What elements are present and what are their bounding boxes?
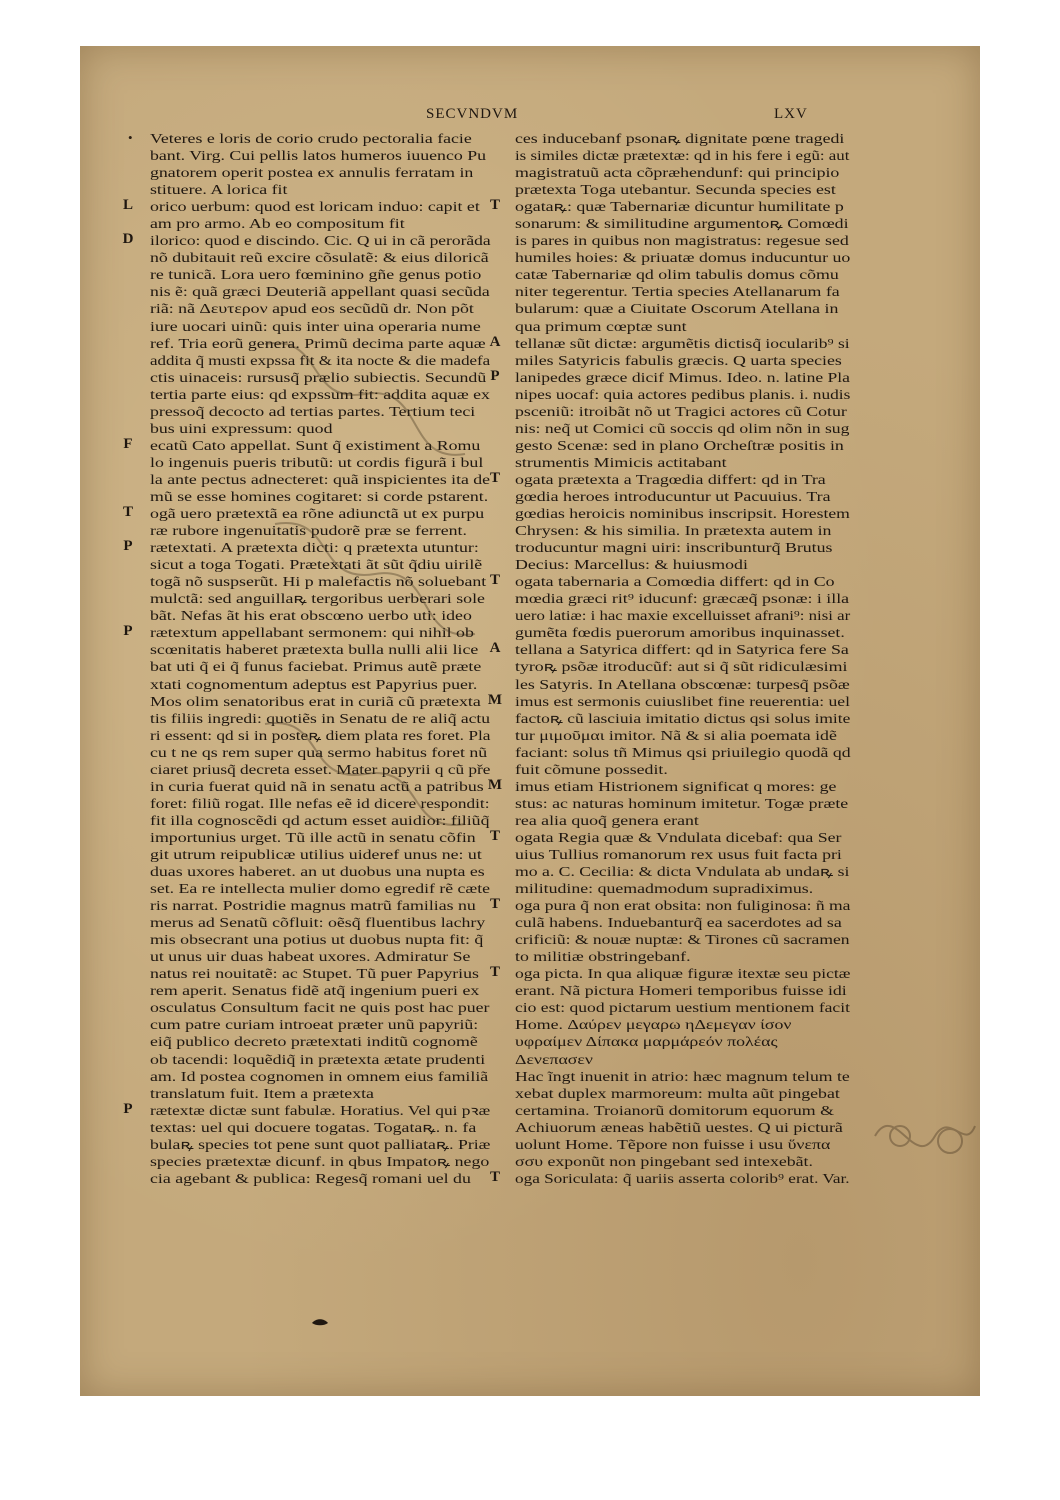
text-line — [150, 266, 490, 283]
text-line — [150, 283, 490, 300]
text-line — [515, 283, 850, 300]
line-text: ogata tabernaria a Comœdia differt: qd in Co — [515, 574, 835, 590]
text-line — [150, 846, 490, 863]
text-line — [515, 676, 850, 693]
line-text: am. Id postea cognomen in omnem eius familiã — [150, 1068, 489, 1084]
page-header — [80, 106, 980, 132]
text-line — [150, 897, 490, 914]
text-line — [515, 710, 850, 727]
line-text: bularum: quæ a Ciuitate Oscorum Atellana in — [515, 301, 839, 317]
line-text: ciaret priusq̃ decreta esset. Mater papyrii q cũ pře — [150, 761, 491, 777]
text-line — [515, 1102, 850, 1119]
text-line — [515, 931, 850, 948]
line-text: is pares in quibus non magistratus: regesue sed — [515, 233, 849, 249]
text-line — [515, 812, 850, 829]
line-text: Achiuorum æneas habẽtiũ uestes. Q ui picturã — [515, 1119, 843, 1135]
text-line — [150, 931, 490, 948]
text-line — [150, 1119, 490, 1136]
line-text: xtati cognomentum adeptus est Papyrius puer. — [150, 676, 478, 692]
line-text: tur μιμοῦμαι imitor. Nã & si alia poemata idẽ — [515, 727, 837, 743]
line-text: crificiũ: & nouæ nuptæ: & Tirones cũ sacramen — [515, 932, 850, 948]
line-text: les Satyris. In Atellana obscœnæ: turpesq̃ psõæ — [515, 676, 850, 692]
text-line — [489, 333, 850, 352]
line-text: re tunicã. Lora uero fœminino gñe genus potio — [150, 267, 482, 283]
line-text: nõ dubitauit reũ excire cõsulatẽ: & eius diloricã — [150, 250, 489, 266]
line-text: culã habens. Induebanturq̃ ea sacerdotes ad sa — [515, 915, 842, 931]
line-text: ogataꝶ: quæ Tabernariæ dicuntur humilitate p — [515, 199, 844, 215]
text-line — [515, 181, 850, 198]
text-line — [515, 522, 850, 539]
ink-blot-ornament — [310, 1318, 330, 1328]
text-line — [515, 1033, 850, 1050]
line-text: gœdias heroicis nominibus inscripsit. Horestem — [515, 506, 850, 522]
text-line — [150, 982, 490, 999]
line-text: gnatorem operit postea ex annulis ferratam in — [150, 165, 474, 181]
text-line — [515, 727, 850, 744]
text-line — [515, 232, 850, 249]
text-line — [515, 164, 850, 181]
text-line — [515, 914, 850, 931]
initial-letter: P — [490, 367, 500, 384]
initial-letter: P — [123, 1100, 133, 1117]
line-text: niter tegerentur. Tertia species Atellanarum fa — [515, 284, 840, 300]
text-line — [515, 1085, 850, 1102]
line-text: certamina. Troianorũ domitorum equorum & — [515, 1102, 834, 1118]
initial-letter: A — [489, 640, 501, 657]
line-text: cu t ne qs rem super qua sermo habitus foret nũ — [150, 744, 488, 760]
text-line — [150, 1136, 490, 1153]
initial-letter: D — [122, 231, 134, 248]
line-text: ut unus uir duas habeat uxores. Admiratur Se — [150, 949, 471, 965]
line-text: rætextati. A prætexta dicti: q prætexta utuntur: — [150, 540, 479, 556]
line-text: bant. Virg. Cui pellis latos humeros iuuenco Pu — [150, 148, 487, 164]
line-text: militudine: quemadmodum supradiximus. — [515, 881, 814, 897]
line-text: Home. Δαύρεν μεγαρω ηΔεμεγαν ίσον — [515, 1017, 792, 1033]
line-text: Mos olim senatoribus erat in curiã cũ prætexta — [150, 693, 481, 709]
text-line — [515, 846, 850, 863]
line-text: ilorico: quod e discindo. Cic. Q ui in cã perorãda — [150, 233, 491, 249]
line-text: uius Tullius romanorum rex usus fuit facta pri — [515, 846, 842, 862]
text-line — [150, 1051, 490, 1068]
library-stamp-mark-left — [245, 324, 505, 844]
line-text: ecatũ Cato appellat. Sunt q̃ existiment a Romu — [150, 437, 481, 453]
line-text: cia agebant & publica: Regesq̃ romani uel du — [150, 1170, 471, 1186]
text-line — [515, 795, 850, 812]
line-text: mulctã: sed anguillaꝶ tergoribus uerberari sole — [150, 591, 485, 607]
library-stamp-mark-right — [870, 1096, 980, 1176]
line-text: oga Soriculata: q̃ uariis asserta colorib⁹ erat. Var. — [515, 1170, 850, 1186]
right-text-column — [487, 130, 851, 1187]
text-line — [515, 386, 850, 403]
line-text: set. Ea re intellecta mulier domo egredif rẽ cæte — [150, 881, 491, 897]
text-line — [515, 624, 850, 641]
paragraph-mark: • — [128, 130, 133, 145]
line-text: bus uini expressum: quod — [150, 420, 333, 436]
text-line — [122, 231, 491, 249]
text-line — [150, 880, 490, 897]
line-text: species prætextæ dicunf. in qbus Impatoꝶ nego — [150, 1153, 490, 1169]
line-text: riã: nã Δευτερον apud eos secũdũ dr. Non põt — [150, 301, 474, 317]
line-text: fit illa cognoscẽdi qd actum esset auidior: filiũq̃ — [150, 812, 490, 828]
text-line — [150, 914, 490, 931]
line-text: cio est: quod pictarum uestium mentionem facit — [515, 1000, 850, 1016]
line-text: ogata Regia quæ & Vndulata dicebaf: qua Ser — [515, 829, 842, 845]
initial-letter: M — [487, 776, 503, 793]
text-line — [150, 1170, 490, 1187]
line-text: nipes uocaf: quia actores pedibus planis. i. nudis — [515, 386, 851, 402]
line-text: imus est sermonis cuiuslibet fine reuerentia: uel — [515, 693, 850, 709]
line-text: importunius urget. Tũ ille actũ in senatu cõfin — [150, 829, 476, 845]
line-text: uolunt Home. Tẽpore non fuisse i usu ὕνεπα — [515, 1136, 831, 1152]
line-text: rem aperit. Senatus fidẽ atq̃ ingenium pueri ex — [150, 983, 480, 999]
line-text: factoꝶ cũ lasciuia imitatio dictus qsi solus imite — [515, 710, 851, 726]
line-text: ref. Tria eorũ genera. Primũ decima parte aquæ — [150, 335, 486, 351]
line-text: translatum fuit. Item a prætexta — [150, 1085, 374, 1101]
line-text: fuit cõmune possedit. — [515, 761, 668, 777]
line-text: tertia parte eius: qd expssum fit: addita aquæ ex — [150, 386, 490, 402]
initial-letter: T — [489, 572, 500, 589]
text-line — [489, 197, 850, 215]
text-line — [150, 1068, 490, 1085]
line-text: υφραίμεν Δίπακα μαρμάρεόν πολέας — [515, 1034, 778, 1050]
line-text: ri essent: qd si in posteꝶ diem plata res foret. Pla — [150, 727, 491, 743]
initial-letter: T — [122, 504, 133, 521]
text-line — [487, 691, 850, 710]
text-line — [515, 1051, 850, 1068]
line-text: sonarum: & similitudine argumentoꝶ Comœdi — [515, 216, 849, 232]
line-text: stus: ac naturas hominum imitetur. Togæ præte — [515, 795, 849, 811]
line-text: oga pura q̃ non erat obsita: non fuliginosa: ñ ma — [515, 898, 851, 914]
text-line — [490, 367, 850, 386]
text-line — [489, 896, 851, 914]
text-line — [489, 1168, 850, 1187]
text-line — [489, 827, 850, 846]
line-text: imus etiam Histrionem significat q mores: ge — [515, 778, 837, 794]
initial-letter: T — [489, 197, 500, 214]
line-text: gesto Scenæ: sed in plano Orcheſtræ positis in — [515, 437, 844, 453]
line-text: iure uocari uinũ: quis inter uina operaria nume — [150, 318, 481, 334]
text-line — [515, 556, 850, 573]
text-line — [515, 1016, 850, 1033]
line-text: natus rei nouitatẽ: ac Stupet. Tũ puer Papyrius — [150, 966, 479, 982]
text-line — [515, 266, 850, 283]
line-text: prætexta Toga utebantur. Secunda species est — [515, 182, 836, 198]
line-text: stituere. A lorica fit — [150, 182, 288, 198]
text-line — [515, 880, 850, 897]
line-text: bulaꝶ species tot pene sunt quot palliataꝶ. Priæ — [150, 1136, 491, 1152]
text-line — [150, 147, 490, 164]
line-text: orico uerbum: quod est loricam induo: capit et — [150, 199, 480, 215]
text-line — [150, 181, 490, 198]
line-text: textas: uel qui docuere togatas. Togataꝶ. n. fa — [150, 1119, 477, 1135]
text-line — [489, 640, 850, 658]
line-text: to militiæ obstringebanf. — [515, 949, 691, 965]
line-text: Chrysen: & his similia. In prætexta autem in — [515, 523, 832, 539]
line-text: psceniũ: itroibãt nõ ut Tragici actores cũ Cotur — [515, 403, 847, 419]
text-line — [515, 1153, 850, 1170]
line-text: tyroꝶ psõæ itroducũf: aut si q̃ sũt ridiculæsimi — [515, 659, 848, 675]
line-text: scœnitatis haberet prætexta bulla nulli alii lice — [150, 642, 479, 658]
text-line — [515, 403, 850, 420]
line-text: ræ rubore ingenuitatis pudorẽ præ se ferrent. — [150, 523, 467, 539]
text-line — [150, 300, 490, 317]
line-text: troducuntur magni uiri: inscribunturq̃ Brutus — [515, 540, 833, 556]
text-line — [515, 147, 850, 164]
line-text: mũ se esse homines cogitaret: si corde pstarent. — [150, 488, 489, 504]
text-line — [489, 469, 850, 488]
text-line — [150, 1085, 490, 1102]
line-text: foret: filiũ rogat. Ille nefas eẽ id dicere respondit: — [150, 795, 490, 811]
line-text: merus ad Senatũ cõfluit: oẽsq̃ fluentibus lachry — [150, 915, 486, 931]
line-text: erant. Nã pictura Homeri temporibus fuisse idi — [515, 983, 847, 999]
initial-letter: A — [489, 333, 501, 350]
line-text: is similes dictæ prætextæ: qd in his fere i egũ: aut — [515, 148, 850, 164]
line-text: ctis uinaceis: rursusq̃ prælio subiectis. Secundũ — [150, 369, 487, 385]
line-text: ogata prætexta a Tragœdia differt: qd in Tra — [515, 471, 826, 487]
text-line — [515, 215, 850, 232]
line-text: rea alia quoq̃ genera erant — [515, 812, 699, 828]
line-text: qua primum cœptæ sunt — [515, 318, 687, 334]
line-text: duas uxores haberet. an ut duobus una nupta es — [150, 864, 485, 880]
text-line — [515, 1119, 850, 1136]
line-text: σσυ exponũt non pingebant sed intexebãt. — [515, 1153, 813, 1169]
line-text: eiq̃ publico decreto prætextati inditũ cognomẽ — [150, 1034, 478, 1050]
text-line — [150, 164, 490, 181]
text-line — [515, 590, 850, 607]
line-text: Veteres e loris de corio crudo pectoralia facie — [150, 131, 472, 146]
initial-letter: M — [487, 691, 503, 708]
line-text: mœdia græci rit⁹ iducunf: græcæq̃ psonæ: i illa — [515, 591, 850, 607]
line-text: Decius: Marcellus: & huiusmodi — [515, 557, 748, 573]
line-text: nis ẽ: quã græci Deuteriã appellant quasi secũda — [150, 284, 490, 300]
text-line — [515, 744, 850, 761]
line-text: catæ Tabernariæ qd olim tabulis domus cõmu — [515, 267, 839, 283]
line-text: ces inducebanf psonaꝶ dignitate pœne tragedi — [515, 131, 845, 146]
text-line — [122, 197, 490, 215]
line-text: oga picta. In qua aliquæ figuræ itextæ seu pictæ — [515, 966, 851, 982]
line-text: mis obsecrant una potius ut duobus nupta fit: q̃ — [150, 932, 484, 948]
line-text: addita q̃ musti expssa fit & ita nocte & die madefa — [150, 352, 491, 368]
text-line — [150, 965, 490, 982]
line-text: Hac ĩngt inuenit in atrio: hæc magnum telum te — [515, 1068, 850, 1084]
line-text: lanipedes græce dicif Mimus. Ideo. n. latine Pla — [515, 369, 850, 385]
line-text: gumẽta fœdis puerorum amoribus inquinasset. — [515, 625, 845, 641]
text-line — [515, 437, 850, 454]
initial-letter: T — [489, 469, 500, 486]
line-text: tellanæ sũt dictæ: argumẽtis dictisq̃ iocularib⁹ si — [515, 335, 850, 351]
text-line — [515, 505, 850, 522]
initial-letter: T — [489, 827, 500, 844]
line-text: bãt. Nefas ãt his erat obscœno uerbo uti: ideo — [150, 608, 472, 624]
text-line — [515, 658, 850, 675]
line-text: rætextum appellabant sermonem: qui nihil ob — [150, 625, 474, 641]
text-line — [150, 1033, 490, 1050]
line-text: cum patre curiam introeat præter unũ papyriũ: — [150, 1017, 479, 1033]
text-line — [515, 539, 850, 556]
line-text: pressoq̃ decocto ad tertias partes. Tertium teci — [150, 403, 476, 419]
text-line — [515, 130, 850, 147]
initial-letter: T — [489, 1168, 500, 1185]
line-text: togã nõ suspserũt. Hi p malefactis nõ soluebant — [150, 574, 487, 590]
running-head: SECVNDVM — [426, 106, 519, 122]
line-text: tellana a Satyrica differt: qd in Satyrica fere Sa — [515, 642, 849, 658]
line-text: faciant: solus tñ Mimus qsi priuilegio quodã qd — [515, 744, 851, 760]
initial-letter: P — [123, 538, 133, 555]
line-text: osculatus Consultum facit ne quis post hac puer — [150, 1000, 490, 1016]
line-text: tis filiis ingredi: quotiẽs in Senatu de re aliq̃ actu — [150, 710, 491, 726]
line-text: bat uti q̃ ei q̃ funus faciebat. Primus autẽ præte — [150, 659, 482, 675]
text-line — [515, 761, 850, 778]
text-line — [150, 215, 490, 232]
initial-letter: F — [123, 435, 133, 452]
text-line — [128, 130, 490, 147]
text-line — [515, 1068, 850, 1085]
text-line — [150, 1016, 490, 1033]
line-text: la ante pectus adnecteret: quã inspicientes ita de — [150, 471, 491, 487]
text-line — [150, 999, 490, 1016]
text-line — [515, 352, 850, 369]
line-text: ob tacendi: loquẽdiq̃ in prætexta ætate prudenti — [150, 1051, 486, 1067]
line-text: am pro armo. Ab eo compositum fit — [150, 216, 405, 232]
line-text: in curia fuerat quid nã in senatu actũ a patribus — [150, 778, 484, 794]
line-text: gœdia heroes introducuntur ut Pacuuius. Tra — [515, 488, 831, 504]
text-line — [150, 948, 490, 965]
text-line — [515, 249, 850, 266]
text-line — [489, 964, 851, 982]
text-line — [515, 300, 850, 317]
initial-letter: P — [123, 623, 133, 640]
line-text: nis: neq̃ ut Comici cũ soccis qd olim nõn in sug — [515, 420, 850, 436]
text-line — [515, 948, 850, 965]
line-text: xebat duplex marmoreum: multa aũt pingebat — [515, 1085, 840, 1101]
text-line — [515, 982, 850, 999]
line-text: git utrum reipublicæ utilius uideref unus ne: ut — [150, 846, 482, 862]
line-text: ogã uero prætextã ea rõne adiunctã ut ex purpu — [150, 506, 485, 522]
text-line — [515, 999, 850, 1016]
initial-letter: T — [489, 964, 500, 981]
line-text: ris narrat. Postridie magnus matrũ familias nu — [150, 898, 476, 914]
line-text: sicut a toga Togati. Prætextati ãt sũt q̃diu uirilẽ — [150, 557, 483, 573]
text-line — [515, 420, 850, 437]
text-line — [150, 863, 490, 880]
line-text: strumentis Mimicis actitabant — [515, 454, 727, 470]
line-text: Δενεπασεν — [515, 1051, 593, 1067]
initial-letter: L — [122, 197, 133, 214]
text-line — [515, 454, 850, 471]
text-line — [123, 1100, 491, 1119]
line-text: miles Satyricis fabulis græcis. Q uarta species — [515, 352, 842, 368]
text-line — [150, 1153, 490, 1170]
line-text: humiles hoies: & priuatæ domus inducuntur uo — [515, 250, 851, 266]
text-line — [515, 607, 850, 624]
book-page — [80, 46, 980, 1396]
text-line — [150, 249, 490, 266]
text-line — [515, 318, 850, 335]
folio-number: LXV — [774, 106, 808, 122]
initial-letter: T — [489, 896, 500, 913]
text-line — [515, 488, 850, 505]
text-line — [515, 1136, 850, 1153]
line-text: magistratuũ acta cõpræhendunf: qui principio — [515, 165, 840, 181]
text-line — [489, 572, 850, 590]
line-text: uero latiæ: i hac maxie excelluisset afrani⁹: nisi ar — [515, 608, 851, 624]
line-text: lo ingenuis pueris tributũ: ut cordis figurã i bul — [150, 454, 484, 470]
line-text: mo a. C. Cecilia: & dicta Vndulata ab undaꝶ si — [515, 864, 850, 880]
text-line — [487, 776, 850, 795]
line-text: rætextæ dictæ sunt fabulæ. Horatius. Vel qui pꝛæ — [150, 1102, 491, 1118]
text-line — [515, 863, 850, 880]
